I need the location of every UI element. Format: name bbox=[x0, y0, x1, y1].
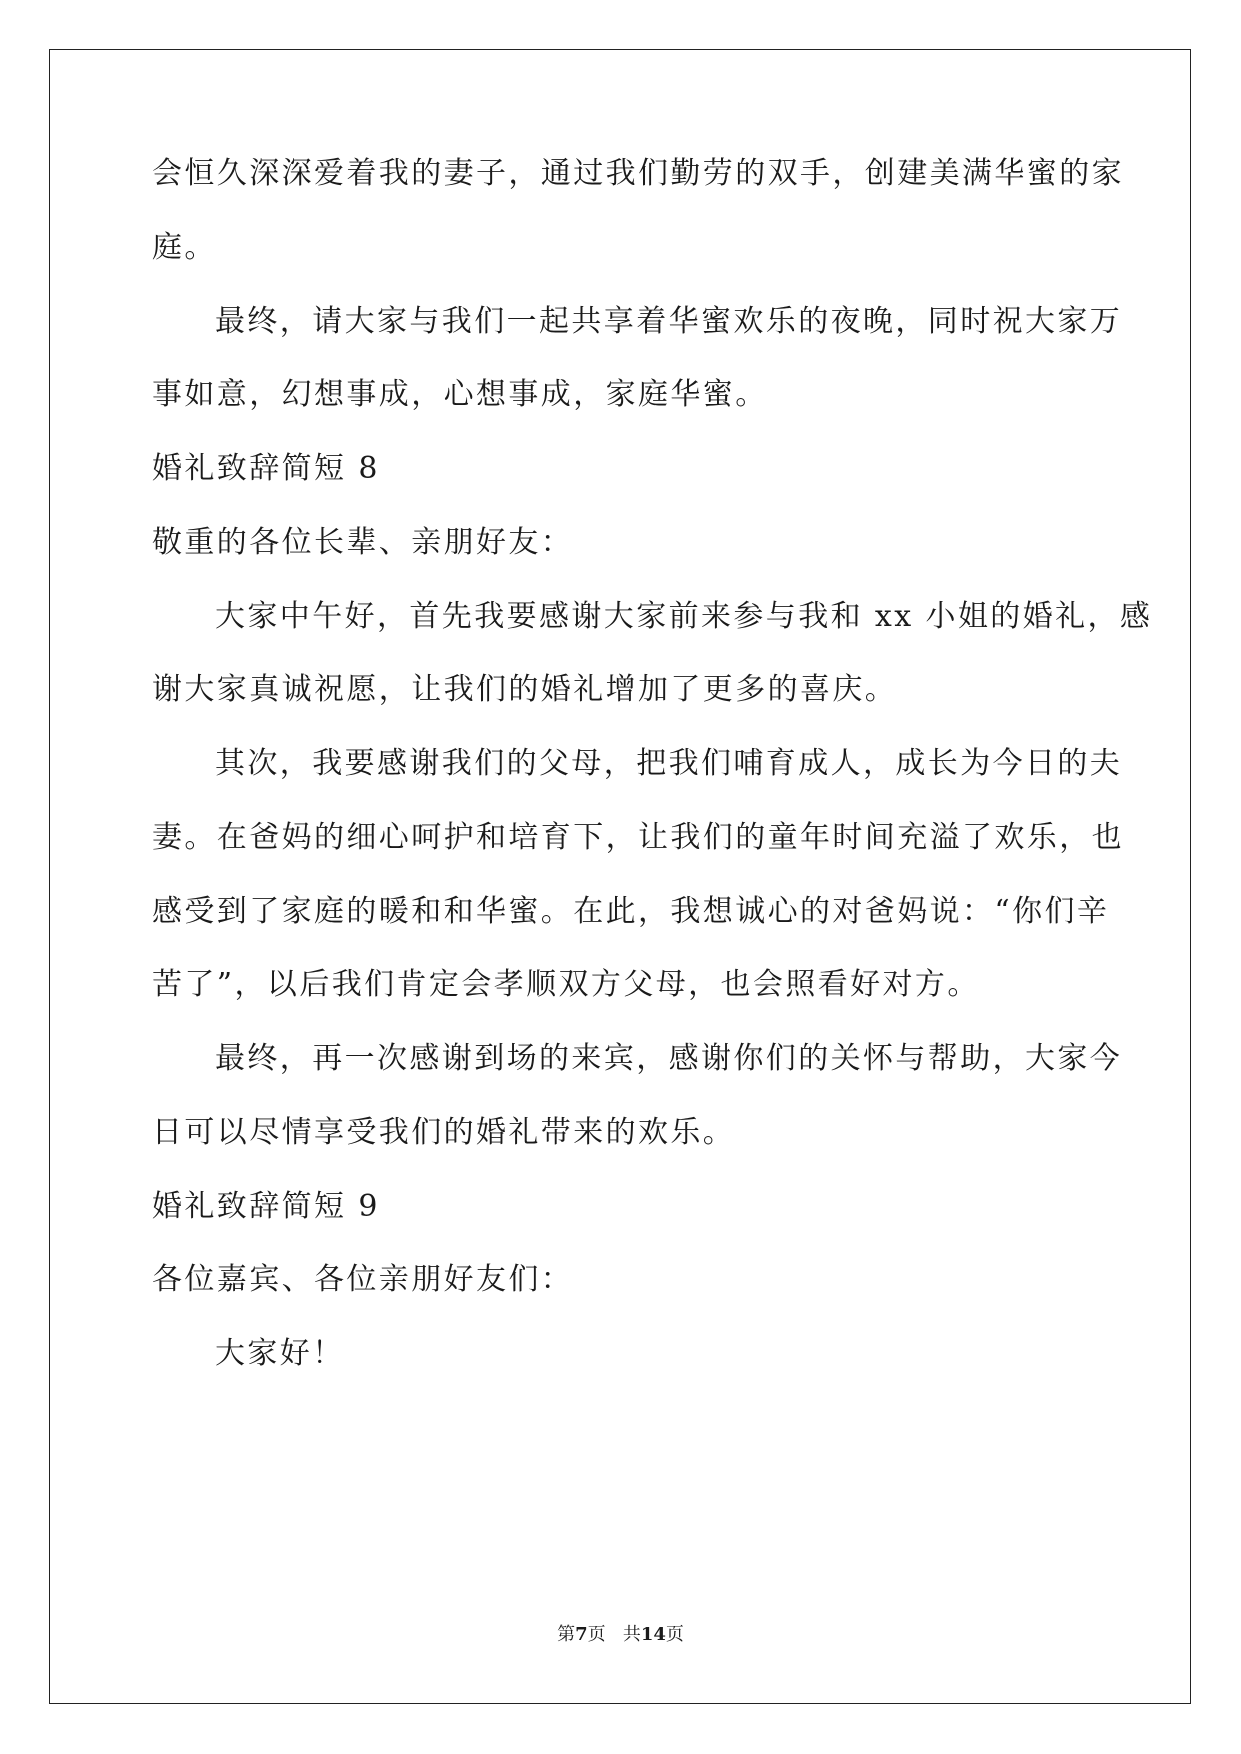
total-suffix: 页 bbox=[665, 1624, 684, 1645]
text-line: 最终，请大家与我们一起共享着华蜜欢乐的夜晚，同时祝大家万 bbox=[215, 304, 1123, 339]
total-prefix: 共 bbox=[622, 1624, 641, 1645]
text-line: 最终，再一次感谢到场的来宾，感谢你们的关怀与帮助，大家今 bbox=[215, 1041, 1123, 1076]
text-line: 其次，我要感谢我们的父母，把我们哺育成人，成长为今日的夫 bbox=[215, 746, 1123, 781]
text-line: 大家好！ bbox=[215, 1336, 345, 1371]
page-prefix: 第 bbox=[557, 1624, 576, 1645]
page-border bbox=[49, 49, 1191, 1704]
salutation: 各位嘉宾、各位亲朋好友们： bbox=[152, 1262, 574, 1297]
text-line: 妻。在爸妈的细心呵护和培育下，让我们的童年时间充溢了欢乐，也 bbox=[152, 820, 1124, 855]
page-footer bbox=[0, 1624, 1241, 1646]
section-heading: 婚礼致辞简短 9 bbox=[152, 1189, 380, 1224]
text-line: 会恒久深深爱着我的妻子，通过我们勤劳的双手，创建美满华蜜的家 bbox=[152, 156, 1124, 191]
page-suffix: 页 bbox=[587, 1624, 606, 1645]
text-line: 谢大家真诚祝愿，让我们的婚礼增加了更多的喜庆。 bbox=[152, 672, 898, 707]
salutation: 敬重的各位长辈、亲朋好友： bbox=[152, 525, 574, 560]
text-line: 事如意，幻想事成，心想事成，家庭华蜜。 bbox=[152, 377, 768, 412]
text-line: 庭。 bbox=[152, 230, 217, 265]
page-total: 14 bbox=[640, 1624, 666, 1645]
section-heading: 婚礼致辞简短 8 bbox=[152, 451, 380, 486]
text-line: 苦了”，以后我们肯定会孝顺双方父母，也会照看好对方。 bbox=[152, 967, 980, 1002]
text-line: 大家中午好，首先我要感谢大家前来参与我和 xx 小姐的婚礼，感 bbox=[215, 599, 1153, 634]
text-line: 感受到了家庭的暖和和华蜜。在此，我想诚心的对爸妈说：“你们辛 bbox=[152, 894, 1110, 929]
page-current: 7 bbox=[575, 1624, 588, 1645]
text-line: 日可以尽情享受我们的婚礼带来的欢乐。 bbox=[152, 1115, 736, 1150]
